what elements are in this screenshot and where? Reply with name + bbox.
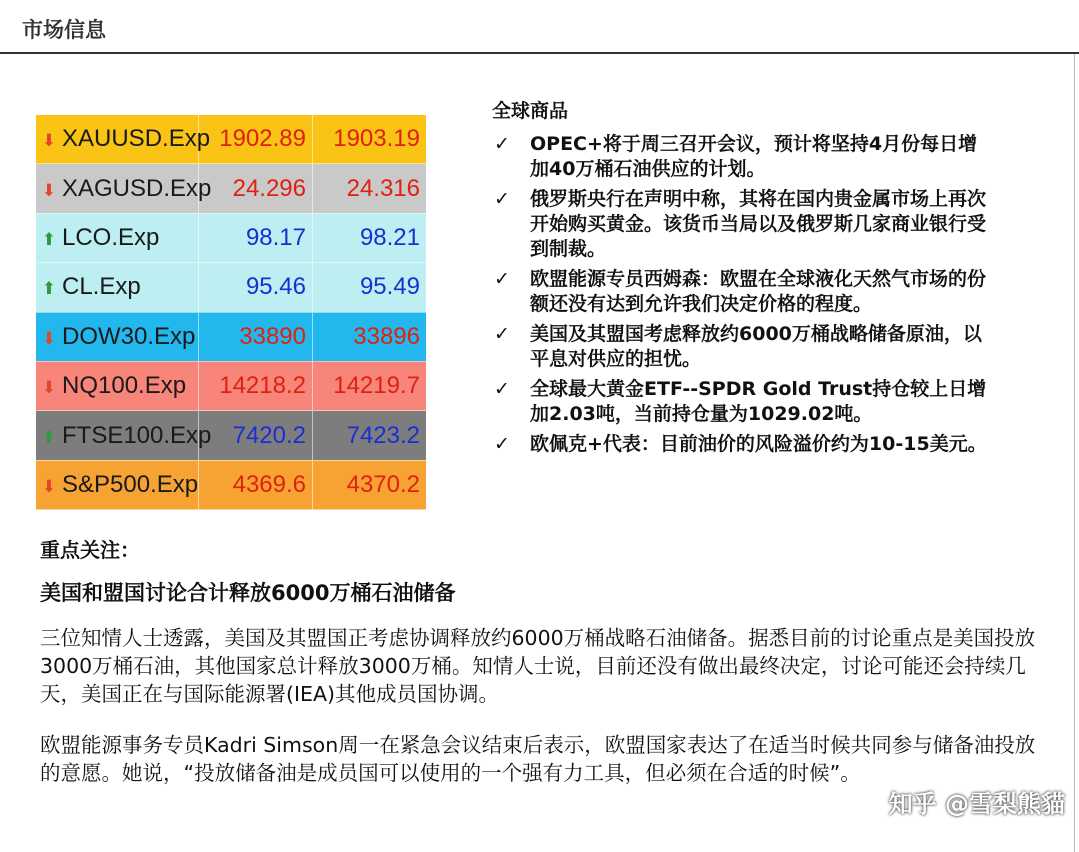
quote-symbol-cell — [36, 115, 211, 164]
quote-bid: 95.46 — [199, 263, 313, 312]
quote-ask: 7423.2 — [313, 411, 427, 460]
news-item-text: 美国及其盟国考虑释放约6000万桶战略储备原油，以平息对供应的担忧。 — [530, 323, 982, 370]
up-arrow-icon: ⬆ — [41, 427, 57, 447]
quote-bid: 24.296 — [199, 164, 313, 213]
quote-ask: 95.49 — [313, 263, 427, 312]
quote-row — [36, 312, 426, 361]
quote-symbol: CL.Exp — [62, 273, 141, 301]
news-item — [492, 432, 992, 457]
quote-bid: 14218.2 — [199, 361, 313, 410]
news-item — [492, 322, 992, 372]
quote-symbol-cell — [36, 263, 199, 312]
news-item — [492, 267, 992, 317]
commodities-news-list — [492, 132, 992, 462]
down-arrow-icon: ⬇ — [41, 180, 57, 200]
down-arrow-icon: ⬇ — [41, 328, 57, 348]
quote-symbol: XAUUSD.Exp — [62, 125, 211, 153]
page-border — [1074, 54, 1075, 852]
news-item — [492, 187, 992, 262]
checkmark-icon: ✓ — [494, 378, 510, 400]
down-arrow-icon: ⬇ — [41, 378, 57, 398]
quote-symbol-cell — [36, 213, 199, 262]
quote-ask: 14219.7 — [313, 361, 427, 410]
quote-row — [36, 263, 426, 312]
article-paragraph-1: 三位知情人士透露，美国及其盟国正考虑协调释放约6000万桶战略石油储备。据悉目前的讨论重点是美国投放3000万桶石油，其他国家总计释放3000万桶。知情人士说，目前还没有做出最终决定，讨论可能还会持续几天，美国正在与国际能源署(IEA)其他成员国协调。 — [40, 626, 1036, 706]
article-headline: 美国和盟国讨论合计释放6000万桶石油储备 — [40, 581, 456, 605]
checkmark-icon: ✓ — [494, 188, 510, 210]
checkmark-icon: ✓ — [494, 268, 510, 290]
news-item-text: 俄罗斯央行在声明中称，其将在国内贵金属市场上再次开始购买黄金。该货币当局以及俄罗斯几家商业银行受到制裁。 — [530, 188, 987, 260]
market-quote-table — [36, 115, 426, 510]
news-item-text: OPEC+将于周三召开会议，预计将坚持4月份每日增加40万桶石油供应的计划。 — [530, 133, 978, 180]
quote-symbol: FTSE100.Exp — [62, 421, 212, 449]
quote-bid: 33890 — [199, 312, 313, 361]
checkmark-icon: ✓ — [494, 133, 510, 155]
quote-symbol: S&P500.Exp — [62, 470, 199, 498]
quote-symbol-cell — [36, 164, 212, 213]
up-arrow-icon: ⬆ — [41, 229, 57, 249]
quote-symbol: LCO.Exp — [62, 223, 160, 251]
down-arrow-icon: ⬇ — [41, 131, 57, 151]
news-item-text: 全球最大黄金ETF--SPDR Gold Trust持仓较上日增加2.03吨，当前持仓量为1029.02吨。 — [530, 378, 987, 425]
quote-bid: 7420.2 — [199, 411, 313, 460]
checkmark-icon: ✓ — [494, 323, 510, 345]
news-item — [492, 132, 992, 182]
quote-row — [36, 213, 426, 262]
quote-symbol-cell — [36, 460, 199, 509]
news-item-text: 欧佩克+代表：目前油价的风险溢价约为10-15美元。 — [530, 433, 987, 455]
quote-row — [36, 361, 426, 410]
quote-symbol-cell — [36, 312, 199, 361]
page-title: 市场信息 — [22, 18, 106, 42]
checkmark-icon: ✓ — [494, 433, 510, 455]
commodities-title: 全球商品 — [492, 100, 569, 122]
quote-symbol: DOW30.Exp — [62, 322, 196, 350]
quote-symbol-cell — [36, 411, 212, 460]
page-header — [0, 0, 1079, 54]
quote-ask: 24.316 — [313, 164, 427, 213]
news-item — [492, 377, 992, 427]
up-arrow-icon: ⬆ — [41, 279, 57, 299]
quote-row — [36, 411, 426, 460]
down-arrow-icon: ⬇ — [41, 476, 57, 496]
quote-row — [36, 164, 426, 213]
news-item-text: 欧盟能源专员西姆森：欧盟在全球液化天然气市场的份额还没有达到允许我们决定价格的程度。 — [530, 268, 987, 315]
quote-bid: 4369.6 — [199, 460, 313, 509]
quote-symbol: XAGUSD.Exp — [62, 174, 212, 202]
quote-ask: 33896 — [313, 312, 427, 361]
quote-row — [36, 460, 426, 509]
quote-ask: 4370.2 — [313, 460, 427, 509]
focus-label: 重点关注： — [40, 538, 140, 562]
quote-ask: 1903.19 — [313, 115, 427, 164]
quote-symbol: NQ100.Exp — [62, 372, 187, 400]
quote-ask: 98.21 — [313, 213, 427, 262]
article-paragraph-2: 欧盟能源事务专员Kadri Simson周一在紧急会议结束后表示，欧盟国家表达了在适当时候共同参与储备油投放的意愿。她说，“投放储备油是成员国可以使用的一个强有力工具，但必须在合适的时候”。 — [40, 733, 1036, 785]
quote-bid: 98.17 — [199, 213, 313, 262]
quote-bid: 1902.89 — [199, 115, 313, 164]
quote-row — [36, 115, 426, 164]
quote-symbol-cell — [36, 361, 199, 410]
watermark: 知乎 @雪梨熊貓 — [888, 790, 1065, 818]
